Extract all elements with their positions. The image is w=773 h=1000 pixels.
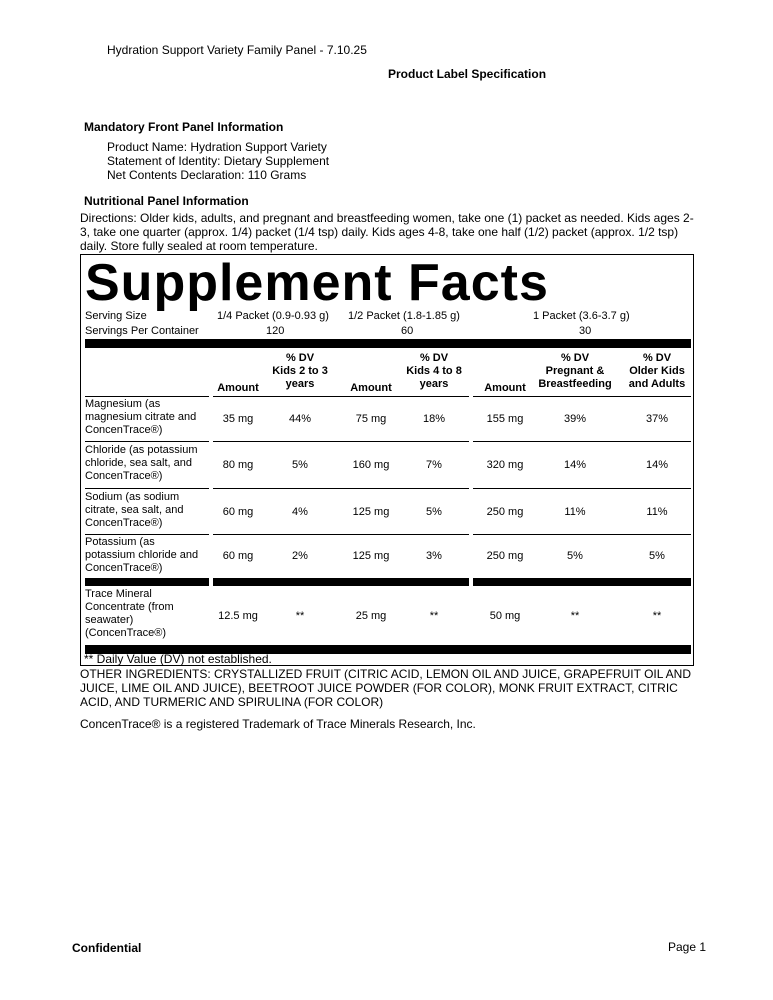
confidential-label: Confidential bbox=[72, 941, 142, 955]
amount-cell: 320 mg bbox=[486, 459, 524, 471]
nutrient-name: Chloride (as potassium chloride, sea salt, and ConcenTrace®) bbox=[85, 444, 198, 482]
page-number: Page 1 bbox=[668, 940, 707, 954]
dv-cell: ** bbox=[429, 610, 439, 622]
amount-cell: 80 mg bbox=[222, 459, 254, 471]
dv-cell: 7% bbox=[426, 459, 442, 471]
dv-cell: 5% bbox=[426, 506, 442, 518]
spec-title: Product Label Specification bbox=[388, 67, 547, 81]
amount-header-1: Amount bbox=[217, 382, 259, 394]
dv-cell: 4% bbox=[292, 506, 308, 518]
rule-seg bbox=[85, 534, 209, 535]
dv-cell: ** bbox=[295, 610, 305, 622]
other-ingredients: OTHER INGREDIENTS: CRYSTALLIZED FRUIT (CITRIC ACID, LEMON OIL AND JUICE, GRAPEFRUIT OIL AND JUICE, LIME OIL AND JUICE), BEETROOT JUICE POWDER (FOR COLOR), MONK FRUIT EXTRACT, CITRIC ACID, AND TURMERIC AND SPIRULINA (FOR COLOR) bbox=[80, 667, 691, 709]
amount-cell: 250 mg bbox=[486, 550, 524, 562]
nutrient-name: Sodium (as sodium citrate, sea salt, and ConcenTrace®) bbox=[85, 491, 184, 529]
amount-cell: 35 mg bbox=[222, 413, 254, 425]
amount-cell: 60 mg bbox=[222, 550, 254, 562]
dv-cell: 14% bbox=[563, 459, 587, 471]
amount-cell: 60 mg bbox=[222, 506, 254, 518]
dv-cell: 44% bbox=[288, 413, 312, 425]
nutrient-name: Trace Mineral Concentrate (from seawater) (ConcenTrace®) bbox=[85, 588, 174, 639]
rule-seg bbox=[213, 441, 469, 442]
rule-seg bbox=[473, 534, 691, 535]
rule-seg bbox=[473, 396, 691, 397]
document-header: Hydration Support Variety Family Panel - 7.10.25 bbox=[107, 43, 367, 57]
supplement-facts-panel bbox=[80, 254, 694, 666]
dv-header-pregnant: % DV Pregnant & Breastfeeding bbox=[538, 352, 612, 390]
nutritional-panel-heading: Nutritional Panel Information bbox=[84, 194, 249, 208]
thick-separator-seg bbox=[85, 578, 209, 586]
amount-cell: 125 mg bbox=[352, 550, 390, 562]
dv-cell: 5% bbox=[567, 550, 583, 562]
dv-cell: 2% bbox=[292, 550, 308, 562]
amount-cell: 155 mg bbox=[486, 413, 524, 425]
serving-size-half: 1/2 Packet (1.8-1.85 g) bbox=[348, 310, 460, 322]
servings-half: 60 bbox=[401, 325, 414, 337]
thick-separator-seg bbox=[473, 578, 691, 586]
front-panel-heading: Mandatory Front Panel Information bbox=[84, 120, 284, 134]
thick-separator-seg bbox=[213, 578, 469, 586]
directions-text: Directions: Older kids, adults, and pregnant and breastfeeding women, take one (1) packet as needed. Kids ages 2-3, take one quarter (approx. 1/4) packet (1/4 tsp) daily. Kids ages 4-8, take one half (1/2) packet (approx. 1/2 tsp) daily. Store fully sealed at room temperature. bbox=[80, 211, 694, 253]
servings-full: 30 bbox=[579, 325, 592, 337]
net-contents: Net Contents Declaration: 110 Grams bbox=[107, 168, 307, 182]
product-name: Product Name: Hydration Support Variety bbox=[107, 140, 327, 154]
dv-cell: 37% bbox=[645, 413, 669, 425]
facts-title: Supplement Facts bbox=[85, 254, 549, 312]
rule-seg bbox=[473, 488, 691, 489]
dv-cell: 14% bbox=[645, 459, 669, 471]
amount-cell: 75 mg bbox=[355, 413, 387, 425]
amount-cell: 160 mg bbox=[352, 459, 390, 471]
statement-of-identity: Statement of Identity: Dietary Supplement bbox=[107, 154, 330, 168]
dv-cell: ** bbox=[652, 610, 662, 622]
daily-value-footnote: ** Daily Value (DV) not established. bbox=[84, 652, 272, 666]
thick-separator-top bbox=[85, 339, 691, 348]
dv-cell: 5% bbox=[292, 459, 308, 471]
amount-cell: 250 mg bbox=[486, 506, 524, 518]
rule-seg bbox=[213, 534, 469, 535]
amount-cell: 50 mg bbox=[489, 610, 521, 622]
trademark-notice: ConcenTrace® is a registered Trademark of Trace Minerals Research, Inc. bbox=[80, 717, 476, 731]
rule-seg bbox=[85, 396, 209, 397]
amount-header-3: Amount bbox=[484, 382, 526, 394]
dv-header-kids-4-8: % DV Kids 4 to 8 years bbox=[406, 352, 462, 390]
dv-cell: ** bbox=[570, 610, 580, 622]
amount-cell: 25 mg bbox=[355, 610, 387, 622]
rule-seg bbox=[213, 396, 469, 397]
servings-quarter: 120 bbox=[266, 325, 285, 337]
serving-size-full: 1 Packet (3.6-3.7 g) bbox=[533, 310, 630, 322]
serving-size-label: Serving Size bbox=[85, 310, 147, 322]
dv-header-kids-2-3: % DV Kids 2 to 3 years bbox=[272, 352, 328, 390]
dv-cell: 39% bbox=[563, 413, 587, 425]
amount-cell: 125 mg bbox=[352, 506, 390, 518]
serving-size-quarter: 1/4 Packet (0.9-0.93 g) bbox=[217, 310, 329, 322]
dv-cell: 11% bbox=[564, 506, 586, 518]
rule-seg bbox=[85, 441, 209, 442]
dv-cell: 11% bbox=[646, 506, 668, 518]
dv-cell: 18% bbox=[422, 413, 446, 425]
rule-seg bbox=[473, 441, 691, 442]
nutrient-name: Magnesium (as magnesium citrate and ConcenTrace®) bbox=[85, 398, 197, 436]
rule-seg bbox=[213, 488, 469, 489]
amount-cell: 12.5 mg bbox=[218, 610, 258, 622]
nutrient-name: Potassium (as potassium chloride and ConcenTrace®) bbox=[85, 536, 199, 574]
dv-cell: 5% bbox=[649, 550, 665, 562]
front-panel-info bbox=[107, 140, 329, 182]
servings-per-container-label: Servings Per Container bbox=[85, 325, 199, 337]
amount-header-2: Amount bbox=[350, 382, 392, 394]
rule-seg bbox=[85, 488, 209, 489]
dv-cell: 3% bbox=[426, 550, 442, 562]
dv-header-adults: % DV Older Kids and Adults bbox=[628, 352, 686, 390]
